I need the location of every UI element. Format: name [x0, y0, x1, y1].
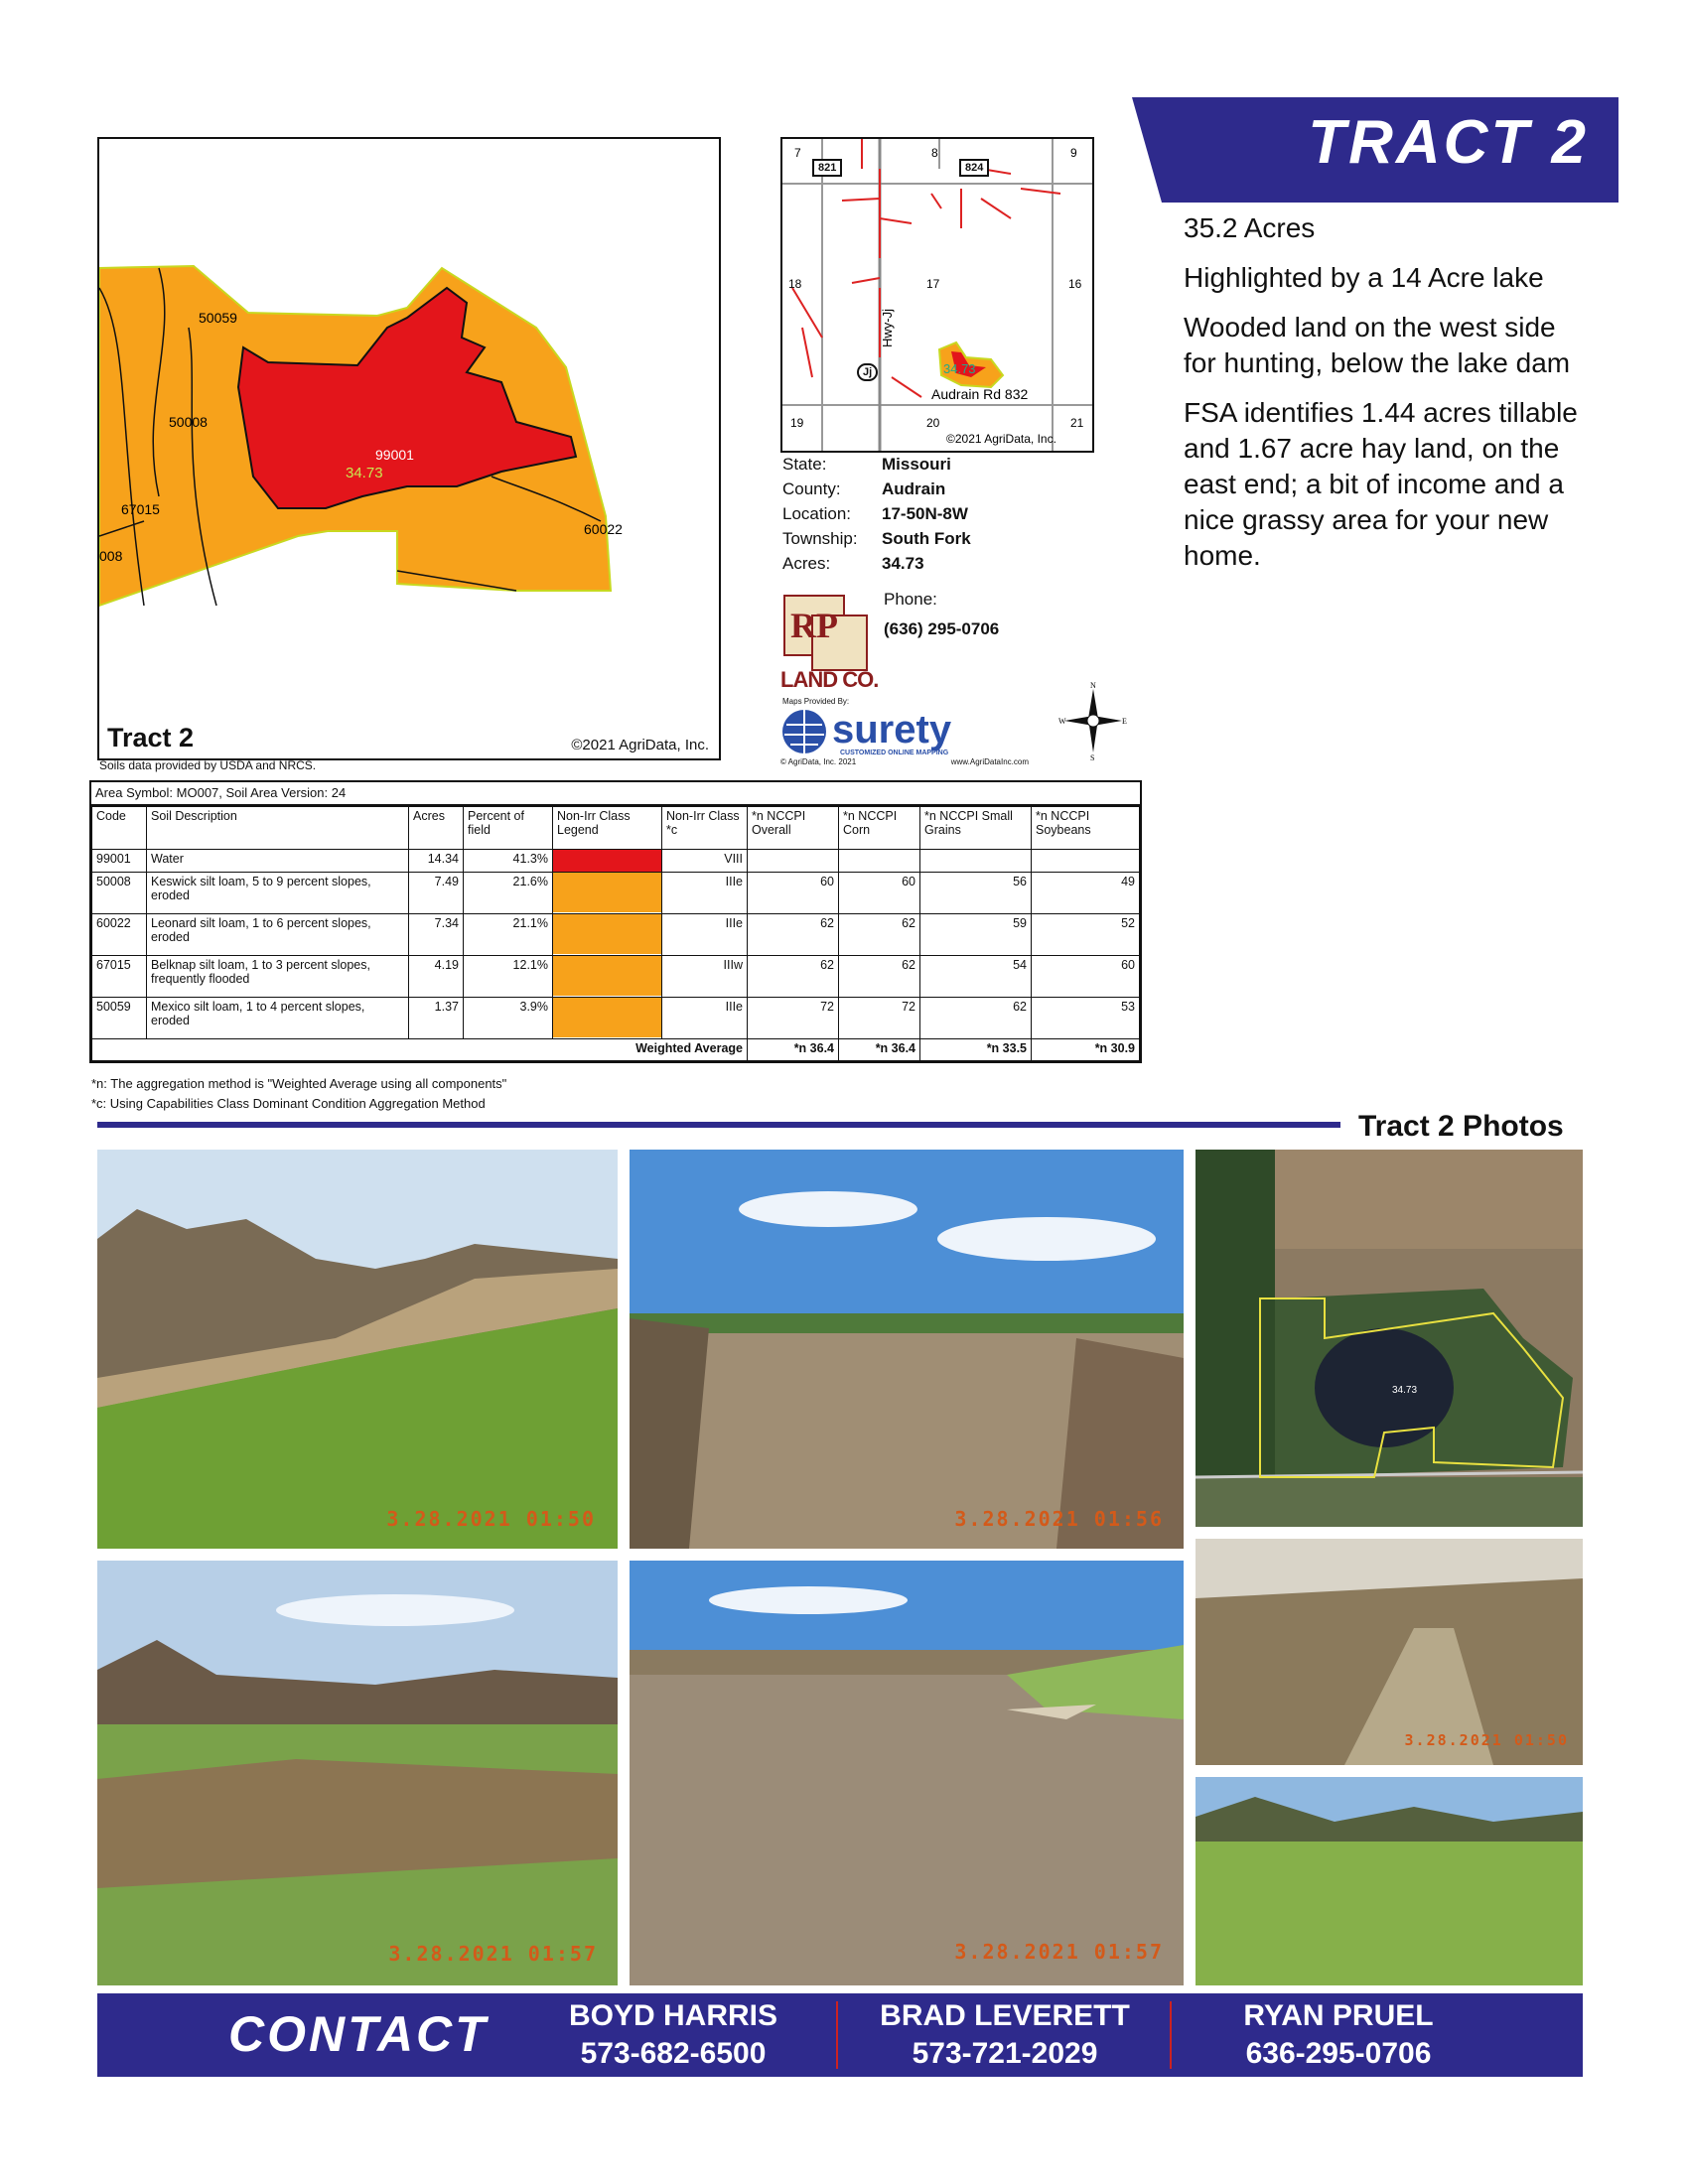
table-header-row	[92, 807, 1140, 850]
note-n: *n: The aggregation method is "Weighted Average using all components"	[91, 1076, 507, 1091]
surety-foot-left: © AgriData, Inc. 2021	[780, 757, 857, 766]
cell-overall: 62	[748, 914, 839, 956]
legend-swatch	[553, 873, 661, 912]
photo-brush	[1196, 1539, 1583, 1765]
table-row	[92, 850, 1140, 873]
section-19: 19	[790, 416, 804, 430]
cell-acres: 1.37	[409, 998, 464, 1039]
cell-class: IIIe	[662, 998, 748, 1039]
cell-pct: 12.1%	[464, 956, 553, 998]
cell-pct: 21.6%	[464, 873, 553, 914]
col-header: Code	[92, 807, 147, 850]
soil-label-99001: 99001	[375, 447, 414, 463]
property-info	[782, 455, 971, 579]
agent-boyd-harris	[524, 1997, 822, 2073]
surety-wordmark: surety	[832, 708, 952, 751]
info-key: County:	[782, 479, 841, 498]
cell-pct: 21.1%	[464, 914, 553, 956]
photo-timestamp: 3.28.2021 01:57	[954, 1940, 1164, 1964]
note-c: *c: Using Capabilities Class Dominant Condition Aggregation Method	[91, 1096, 486, 1111]
cell-corn: 72	[839, 998, 920, 1039]
agent-name: BOYD HARRIS	[568, 1999, 777, 2032]
cell-code: 60022	[92, 914, 147, 956]
tract-banner-title: TRACT 2	[1308, 108, 1589, 177]
section-16: 16	[1068, 277, 1082, 291]
info-row	[782, 479, 971, 504]
weighted-corn: *n 36.4	[839, 1039, 920, 1061]
table-notes	[91, 1074, 506, 1114]
cell-pct: 41.3%	[464, 850, 553, 873]
cell-desc: Water	[147, 850, 409, 873]
tract-description	[1184, 210, 1581, 588]
soil-map-title: Tract 2	[107, 723, 195, 752]
compass-e: E	[1122, 717, 1127, 726]
soil-map-graphic	[99, 139, 719, 758]
cell-legend	[553, 914, 662, 956]
weighted-overall: *n 36.4	[748, 1039, 839, 1061]
table-row	[92, 956, 1140, 998]
col-header: Percent of field	[464, 807, 553, 850]
legend-swatch	[553, 998, 661, 1037]
cell-overall: 62	[748, 956, 839, 998]
aerial-acres-label: 34.73	[1392, 1385, 1418, 1396]
info-value: South Fork	[882, 529, 971, 548]
cell-class: VIII	[662, 850, 748, 873]
cell-overall	[748, 850, 839, 873]
cell-corn	[839, 850, 920, 873]
cell-desc: Leonard silt loam, 1 to 6 percent slopes, eroded	[147, 914, 409, 956]
desc-fsa: FSA identifies 1.44 acres tillable and 1.67 acre hay land, on the east end; a bit of income and a nice grassy area for your new home.	[1184, 397, 1578, 571]
legend-swatch	[553, 914, 661, 954]
info-key: Acres:	[782, 554, 831, 573]
col-header: *n NCCPI Small Grains	[920, 807, 1032, 850]
cell-acres: 7.34	[409, 914, 464, 956]
cell-acres: 7.49	[409, 873, 464, 914]
cell-code: 67015	[92, 956, 147, 998]
section-21: 21	[1070, 416, 1084, 430]
info-key: Township:	[782, 529, 858, 548]
photo-timestamp: 3.28.2021 01:56	[954, 1507, 1164, 1531]
weighted-soy: *n 30.9	[1032, 1039, 1140, 1061]
soil-map	[97, 137, 721, 760]
weighted-label: Weighted Average	[92, 1039, 748, 1061]
hwy-label: Hwy-Jj	[880, 309, 895, 347]
contact-title: CONTACT	[228, 2006, 489, 2062]
info-value: 17-50N-8W	[882, 504, 968, 523]
cell-corn: 62	[839, 914, 920, 956]
cell-class: IIIw	[662, 956, 748, 998]
photos-title: Tract 2 Photos	[1358, 1110, 1564, 1143]
location-map-graphic	[782, 139, 1092, 451]
col-header: Non-Irr Class *c	[662, 807, 748, 850]
cell-desc: Mexico silt loam, 1 to 4 percent slopes, eroded	[147, 998, 409, 1039]
compass-s: S	[1090, 753, 1095, 760]
cell-legend	[553, 956, 662, 998]
cell-pct: 3.9%	[464, 998, 553, 1039]
surety-tagline: CUSTOMIZED ONLINE MAPPING	[840, 750, 949, 756]
section-7: 7	[794, 146, 801, 160]
road-label: Audrain Rd 832	[931, 386, 1029, 402]
cell-small: 59	[920, 914, 1032, 956]
soil-table	[89, 780, 1142, 1063]
photo-lake-shore	[630, 1561, 1184, 1985]
cell-acres: 4.19	[409, 956, 464, 998]
agent-phone[interactable]: 573-721-2029	[912, 2037, 1098, 2070]
info-value: Audrain	[882, 479, 946, 498]
photo-plowed-field	[97, 1561, 618, 1985]
cell-desc: Keswick silt loam, 5 to 9 percent slopes, eroded	[147, 873, 409, 914]
compass-w: W	[1058, 717, 1066, 726]
cell-code: 50008	[92, 873, 147, 914]
cell-class: IIIe	[662, 914, 748, 956]
cell-overall: 60	[748, 873, 839, 914]
cell-legend	[553, 850, 662, 873]
route-824-shield: 824	[959, 159, 989, 177]
info-row	[782, 554, 971, 579]
photo-timestamp: 3.28.2021 01:50	[1404, 1731, 1569, 1749]
surety-footer	[780, 757, 1029, 766]
cell-overall: 72	[748, 998, 839, 1039]
loc-copyright: ©2021 AgriData, Inc.	[946, 432, 1056, 446]
agent-name: BRAD LEVERETT	[880, 1999, 1130, 2032]
cell-soy: 53	[1032, 998, 1140, 1039]
rp-land-co-logo	[782, 594, 872, 673]
agent-brad-leverett	[856, 1997, 1154, 2073]
info-value: Missouri	[882, 455, 951, 474]
desc-lake: Highlighted by a 14 Acre lake	[1184, 262, 1544, 293]
cell-class: IIIe	[662, 873, 748, 914]
surety-logo	[780, 707, 1029, 756]
cell-small	[920, 850, 1032, 873]
section-9: 9	[1070, 146, 1077, 160]
info-key: Location:	[782, 504, 851, 523]
cell-soy	[1032, 850, 1140, 873]
soil-label-50059: 50059	[199, 310, 237, 326]
agent-divider	[1170, 2001, 1172, 2069]
section-8: 8	[931, 146, 938, 160]
info-value: 34.73	[882, 554, 924, 573]
area-symbol: Area Symbol: MO007, Soil Area Version: 24	[91, 782, 1140, 806]
col-header: Soil Description	[147, 807, 409, 850]
rp-logo-text: RP	[790, 606, 838, 645]
soil-label-50008: 50008	[169, 414, 208, 430]
cell-legend	[553, 998, 662, 1039]
cell-small: 54	[920, 956, 1032, 998]
photos-divider	[97, 1122, 1340, 1128]
agent-ryan-pruel	[1190, 1997, 1487, 2073]
soil-label-67015: 67015	[121, 501, 160, 517]
location-map	[780, 137, 1094, 453]
soil-label-60022: 60022	[584, 521, 623, 537]
photo-aerial	[1196, 1150, 1583, 1527]
info-row	[782, 504, 971, 529]
cell-acres: 14.34	[409, 850, 464, 873]
table-row	[92, 873, 1140, 914]
phone-label: Phone:	[884, 590, 937, 609]
photo-timestamp: 3.28.2021 01:57	[388, 1942, 598, 1966]
section-20: 20	[926, 416, 940, 430]
cell-corn: 60	[839, 873, 920, 914]
weighted-average-row	[92, 1039, 1140, 1061]
cell-soy: 49	[1032, 873, 1140, 914]
cell-code: 50059	[92, 998, 147, 1039]
info-row	[782, 529, 971, 554]
desc-wooded: Wooded land on the west side for hunting, below the lake dam	[1184, 312, 1571, 378]
soil-acres-label: 34.73	[346, 465, 383, 481]
route-821-shield: 821	[812, 159, 842, 177]
section-17: 17	[926, 277, 940, 291]
table-row	[92, 914, 1140, 956]
cell-soy: 60	[1032, 956, 1140, 998]
cell-soy: 52	[1032, 914, 1140, 956]
photo-field-trees	[97, 1150, 618, 1549]
col-header: *n NCCPI Soybeans	[1032, 807, 1140, 850]
cell-small: 56	[920, 873, 1032, 914]
cell-legend	[553, 873, 662, 914]
maps-provided-by: Maps Provided By:	[782, 697, 850, 706]
loc-acres-label: 34.73	[943, 361, 976, 376]
info-key: State:	[782, 455, 827, 474]
table-row	[92, 998, 1140, 1039]
agent-divider	[836, 2001, 838, 2069]
cell-corn: 62	[839, 956, 920, 998]
section-18: 18	[788, 277, 802, 291]
compass-n: N	[1090, 681, 1096, 690]
photo-lake	[630, 1150, 1184, 1549]
agent-phone[interactable]: 573-682-6500	[580, 2037, 767, 2070]
cell-code: 99001	[92, 850, 147, 873]
compass-rose-icon	[1058, 681, 1128, 760]
col-header: *n NCCPI Corn	[839, 807, 920, 850]
legend-swatch	[553, 956, 661, 996]
route-jj-shield: Jj	[857, 363, 878, 381]
soil-label-008: 008	[99, 548, 123, 564]
photo-timestamp: 3.28.2021 01:50	[386, 1507, 596, 1531]
photo-lawn	[1196, 1777, 1583, 1985]
cell-small: 62	[920, 998, 1032, 1039]
company-name: LAND CO.	[780, 667, 879, 692]
soils-credit: Soils data provided by USDA and NRCS.	[99, 758, 317, 772]
legend-swatch	[553, 850, 661, 872]
col-header: *n NCCPI Overall	[748, 807, 839, 850]
soil-map-copyright: ©2021 AgriData, Inc.	[571, 737, 709, 753]
col-header: Non-Irr Class Legend	[553, 807, 662, 850]
cell-desc: Belknap silt loam, 1 to 3 percent slopes, frequently flooded	[147, 956, 409, 998]
phone-number: (636) 295-0706	[884, 619, 1000, 638]
desc-acres: 35.2 Acres	[1184, 212, 1316, 243]
col-header: Acres	[409, 807, 464, 850]
weighted-small: *n 33.5	[920, 1039, 1032, 1061]
info-row	[782, 455, 971, 479]
phone-block	[884, 590, 999, 639]
agent-name: RYAN PRUEL	[1243, 1999, 1434, 2032]
surety-foot-right: www.AgriDataInc.com	[950, 757, 1029, 766]
agent-phone[interactable]: 636-295-0706	[1245, 2037, 1432, 2070]
